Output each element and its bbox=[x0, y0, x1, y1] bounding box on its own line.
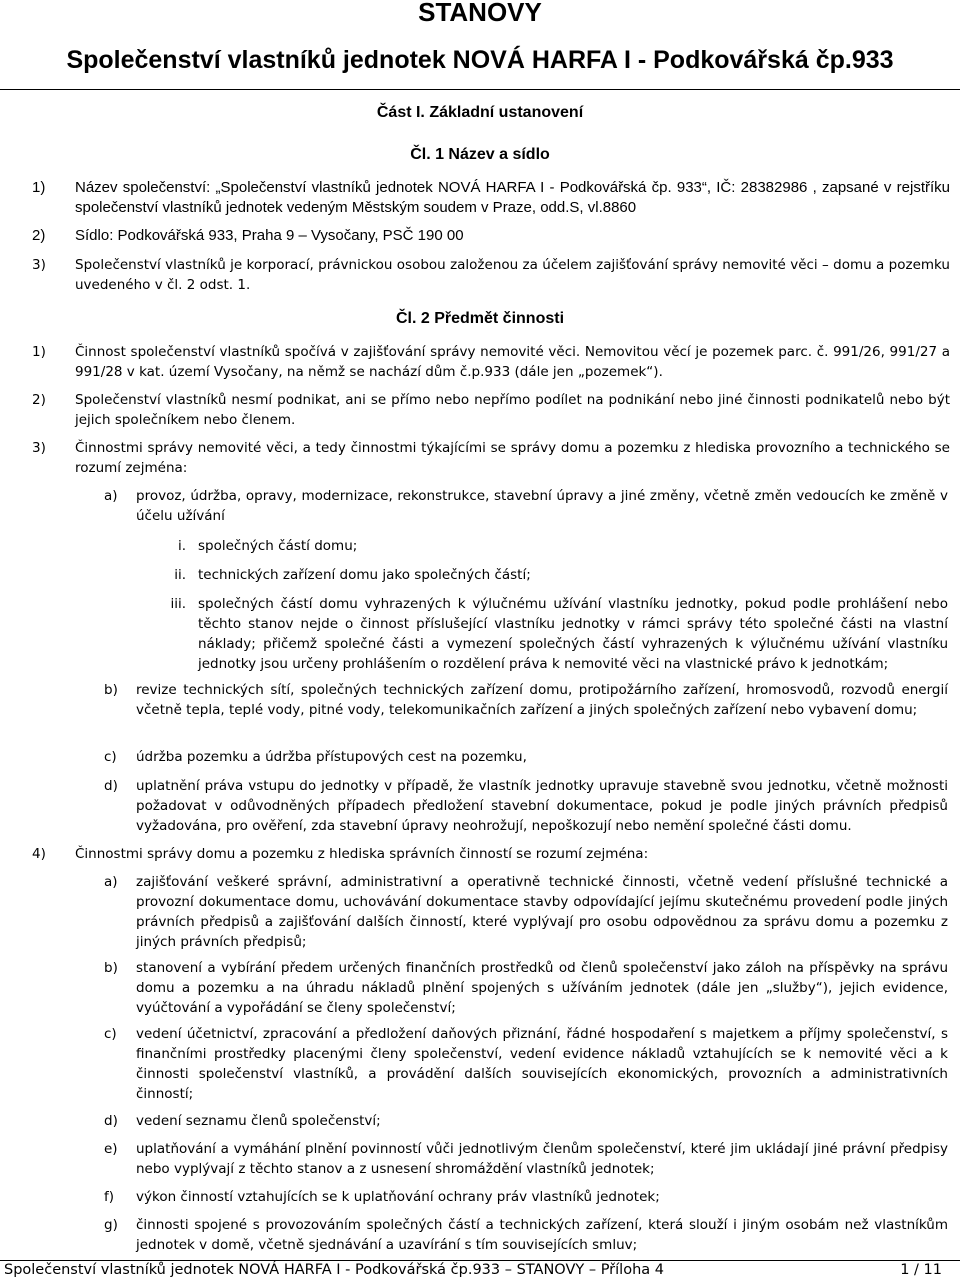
paragraph-number: 3) bbox=[32, 440, 46, 456]
paragraph-text: Sídlo: Podkovářská 933, Praha 9 – Vysočany, PSČ 190 00 bbox=[75, 227, 464, 244]
article-1-heading: Čl. 1 Název a sídlo bbox=[410, 146, 550, 163]
document-subtitle: Společenství vlastníků jednotek NOVÁ HARFA I - Podkovářská čp.933 bbox=[66, 46, 894, 74]
paragraph-number: 2) bbox=[32, 392, 46, 408]
item-letter: e) bbox=[104, 1141, 118, 1157]
art2-paragraph-4 bbox=[32, 844, 950, 864]
part-heading: Část I. Základní ustanovení bbox=[376, 104, 584, 121]
art2-paragraph-1 bbox=[32, 342, 950, 382]
item-letter: d) bbox=[104, 1113, 118, 1129]
art2-item-3d bbox=[104, 776, 948, 836]
art2-item-3a-i bbox=[160, 536, 948, 556]
item-letter: d) bbox=[104, 778, 118, 794]
item-text: revize technických sítí, společných technických zařízení domu, protipožárního zařízení, hromosvodů, rozvodů energií včetně tepla, teplé vody, pitné vody, telekomunikačních zařízení a jiných společných zařízení nebo vybavení domu; bbox=[136, 682, 948, 718]
item-text: zajišťování veškeré správní, administrativní a operativně technické činnosti, včetně vedení příslušné technické a provozní dokumentace domu, uchovávání dokumentace stavby odpovídající jejímu skutečnému provedení podle jiných právních předpisů a zajišťování dalších činností, které vyplývají pro osobu odpovědnou za správu domu a pozemku z jiných právních předpisů; bbox=[136, 874, 948, 950]
item-text: činnosti spojené s provozováním společných částí a technických zařízení, která slouží i jiným osobám než vlastníkům jednotek v domě, včetně sjednávání a uzavírání s tím souvisejících smluv; bbox=[136, 1217, 948, 1253]
paragraph-number: 1) bbox=[32, 344, 46, 360]
paragraph-number: 2) bbox=[32, 227, 46, 244]
item-letter: c) bbox=[104, 1026, 117, 1042]
item-letter: g) bbox=[104, 1217, 118, 1233]
item-roman: i. bbox=[177, 538, 186, 554]
item-letter: b) bbox=[104, 960, 118, 976]
paragraph-text: Název společenství: „Společenství vlastníků jednotek NOVÁ HARFA I - Podkovářská čp. 933“, IČ: 28382986 , zapsané v rejstříku společenství vlastníků jednotek vedeným Městským soudem v Praze, odd.S, vl.8860 bbox=[75, 179, 950, 216]
document-title: STANOVY bbox=[418, 0, 542, 27]
art1-paragraph-2 bbox=[32, 226, 950, 246]
item-text: technických zařízení domu jako společných částí; bbox=[198, 567, 531, 583]
item-letter: f) bbox=[104, 1189, 115, 1205]
paragraph-text: Společenství vlastníků nesmí podnikat, ani se přímo nebo nepřímo podílet na podnikání nebo jiné činnosti podnikatelů nebo být jejich společníkem nebo členem. bbox=[75, 392, 950, 428]
item-text: stanovení a vybírání předem určených finančních prostředků od členů společenství jako záloh na příspěvky na správu domu a pozemku a na úhradu nákladů plnění spojených s užíváním jednotek (dále jen „služby“), jejich evidence, vyúčtování a vypořádání se členy společenství; bbox=[136, 960, 948, 1016]
item-letter: a) bbox=[104, 874, 118, 890]
art2-item-3a bbox=[104, 486, 948, 526]
art2-paragraph-2 bbox=[32, 390, 950, 430]
art2-item-4f bbox=[104, 1187, 948, 1207]
item-text: vedení seznamu členů společenství; bbox=[136, 1113, 381, 1129]
art1-paragraph-3 bbox=[32, 255, 950, 295]
page-number: 1 / 11 bbox=[900, 1262, 942, 1278]
paragraph-text: Činnostmi správy domu a pozemku z hlediska správních činností se rozumí zejména: bbox=[75, 846, 649, 862]
art2-item-4e bbox=[104, 1139, 948, 1179]
art1-paragraph-1 bbox=[32, 178, 950, 218]
paragraph-text: Činnost společenství vlastníků spočívá v zajišťování správy nemovité věci. Nemovitou věcí je pozemek parc. č. 991/26, 991/27 a 991/28 v kat. území Vysočany, na němž se nachází dům č.p.933 (dále jen „pozemek“). bbox=[75, 344, 950, 380]
footer-text: Společenství vlastníků jednotek NOVÁ HARFA I - Podkovářská čp.933 – STANOVY – Příloha 4 bbox=[4, 1262, 664, 1278]
item-text: vedení účetnictví, zpracování a předložení daňových přiznání, řádné hospodaření s majetkem a příjmy společenství, s finančními prostředky placenými členy společenství, vedení evidence nákladů vztahujících se k nemovité věci a k činnosti společenství vlastníků, a provádění dalších souvisejících ekonomických, provozních a administrativních činností; bbox=[136, 1026, 948, 1102]
item-text: údržba pozemku a údržba přístupových cest na pozemku, bbox=[136, 749, 527, 765]
item-text: provoz, údržba, opravy, modernizace, rekonstrukce, stavební úpravy a jiné změny, včetně změn vedoucích ke změně v účelu užívání bbox=[136, 488, 948, 524]
art2-item-4c bbox=[104, 1024, 948, 1104]
footer-divider bbox=[0, 1260, 960, 1261]
paragraph-number: 3) bbox=[32, 257, 46, 273]
art2-item-4d bbox=[104, 1111, 948, 1131]
paragraph-text: Činnostmi správy nemovité věci, a tedy činnostmi týkajícími se správy domu a pozemku z hlediska provozního a technického se rozumí zejména: bbox=[75, 440, 950, 476]
item-text: společných částí domu vyhrazených k výlučnému užívání vlastníku jednotky, pokud podle prohlášení nebo těchto stanov nejde o činnost příslušející vlastníku jednotky v rámci správy této společné části na vlastní náklady; přičemž společné části a vymezení společných částí vyhrazených k výlučnému užívání vlastníku jednotky jsou určeny prohlášením o rozdělení práva k nemovité věci na vlastnické právo k jednotkám; bbox=[198, 596, 948, 672]
header-divider bbox=[0, 89, 960, 90]
item-text: uplatňování a vymáhání plnění povinností vůči jednotlivým členům společenství, které jim ukládají jiné právní předpisy nebo vyplývají z těchto stanov a z usnesení shromáždění vlastníků jednotek; bbox=[136, 1141, 948, 1177]
item-text: společných částí domu; bbox=[198, 538, 358, 554]
paragraph-text: Společenství vlastníků je korporací, právnickou osobou založenou za účelem zajišťování správy nemovité věci – domu a pozemku uvedeného v čl. 2 odst. 1. bbox=[75, 257, 950, 293]
item-text: výkon činností vztahujících se k uplatňování ochrany práv vlastníků jednotek; bbox=[136, 1189, 660, 1205]
item-letter: c) bbox=[104, 749, 117, 765]
art2-item-4a bbox=[104, 872, 948, 952]
paragraph-number: 4) bbox=[32, 846, 46, 862]
paragraph-number: 1) bbox=[32, 179, 46, 196]
item-text: uplatnění práva vstupu do jednotky v případě, že vlastník jednotky upravuje stavebně svou jednotku, včetně možnosti požadovat v odůvodněných případech předložení stavební dokumentace, pokud je podle jiných právních předpisů vyžadována, pro ověření, zda stavební úpravy neohrožují, nepoškozují nebo nemění společné části domu. bbox=[136, 778, 948, 834]
item-letter: b) bbox=[104, 682, 118, 698]
item-roman: iii. bbox=[170, 596, 186, 612]
art2-item-4b bbox=[104, 958, 948, 1018]
art2-paragraph-3 bbox=[32, 438, 950, 478]
art2-item-3c bbox=[104, 747, 948, 767]
art2-item-3a-iii bbox=[160, 594, 948, 674]
art2-item-3a-ii bbox=[160, 565, 948, 585]
item-roman: ii. bbox=[174, 567, 186, 583]
art2-item-3b bbox=[104, 680, 948, 720]
art2-item-4g bbox=[104, 1215, 948, 1255]
article-2-heading: Čl. 2 Předmět činnosti bbox=[395, 310, 565, 327]
item-letter: a) bbox=[104, 488, 118, 504]
